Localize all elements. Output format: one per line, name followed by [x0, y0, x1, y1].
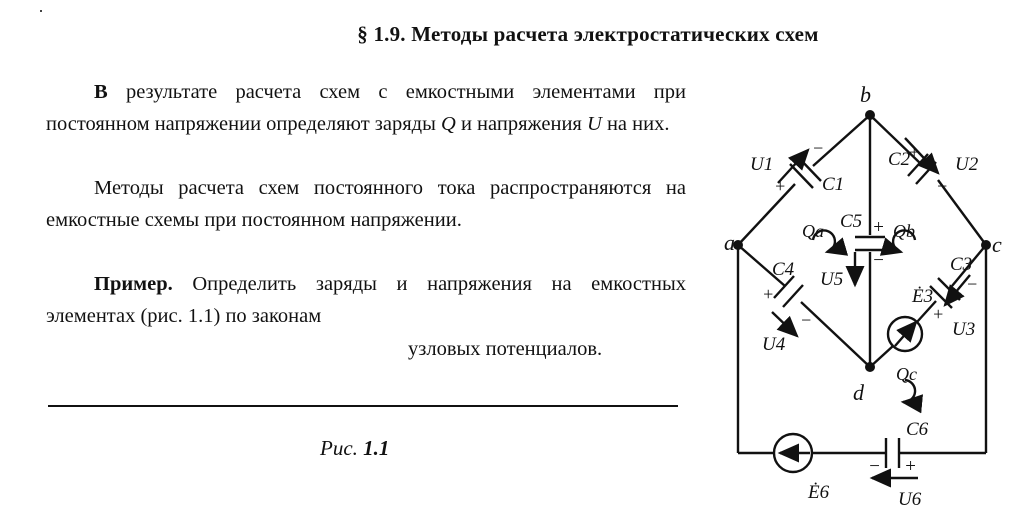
u2-label: U2 [955, 154, 979, 175]
paragraph-3-text: Определить заряды и напряжения на емкостных элементах (рис. 1.1) по законам [46, 273, 686, 327]
c5-plus: + [872, 217, 885, 238]
paragraph-3-lead: Пример. [94, 273, 173, 295]
c1-label: C1 [822, 174, 845, 195]
c1-minus: − [812, 138, 825, 158]
node-c-dot [981, 240, 991, 250]
e3-label: Ė3 [912, 286, 934, 307]
c3-minus: − [966, 274, 979, 294]
figure-caption-number: 1.1 [363, 436, 390, 460]
c6-minus: − [868, 456, 881, 477]
c4-minus: − [800, 310, 813, 330]
paragraph-1-text: результате расчета схем с емкостными элементами при постоянном напряжении определяют заряды [46, 81, 686, 135]
c6-label: C6 [906, 419, 929, 440]
c4-plus: + [762, 284, 775, 304]
scan-speck [40, 10, 42, 12]
c6-plus: + [904, 456, 917, 477]
c3-plus: + [932, 304, 945, 324]
loop-qb-label: Qb [893, 221, 915, 241]
section-heading [0, 22, 1026, 47]
node-b-label: b [860, 82, 871, 107]
u3-label: U3 [952, 319, 976, 340]
paragraph-1-q: Q [441, 113, 456, 135]
horizontal-rule [48, 405, 678, 407]
c3-label: C3 [950, 254, 973, 275]
circuit-diagram [700, 80, 1010, 515]
node-d-dot [865, 362, 875, 372]
paragraph-3 [46, 268, 686, 332]
u6-label: U6 [898, 489, 922, 510]
c2-label: C2 [888, 149, 911, 170]
paragraph-2: Методы расчета схем постоянного тока распространяются на емкостные схемы при постоянном напряжении. [46, 177, 686, 231]
c1-plus: + [774, 176, 787, 196]
c4-label: C4 [772, 259, 795, 280]
u5-label: U5 [820, 269, 844, 290]
figure-caption-prefix: Рис. [320, 436, 358, 460]
paragraph-3-tail: узловых потенциалов. [408, 338, 603, 360]
paragraph-1 [46, 76, 686, 140]
node-d-label: d [853, 380, 864, 405]
paragraph-1-end: на них. [601, 113, 670, 135]
section-heading-text: § 1.9. Методы расчета электростатических схем [357, 22, 819, 46]
source-e3-arrow [895, 322, 916, 346]
u1-label: U1 [750, 154, 774, 175]
figure-caption [320, 436, 389, 461]
loop-qa-label: Qa [802, 221, 824, 241]
paragraph-1-mid: и напряжения [455, 113, 587, 135]
c4-plate-2 [783, 285, 803, 307]
wire-a-c1 [738, 184, 795, 245]
node-c-label: c [992, 232, 1002, 257]
loop-qc-label: Qc [896, 364, 917, 384]
c5-minus: − [872, 250, 885, 271]
e6-label: Ė6 [808, 482, 830, 503]
node-a-label: a [724, 230, 735, 255]
node-b-dot [865, 110, 875, 120]
u4-arrow [772, 312, 797, 336]
c2-minus: − [936, 176, 949, 196]
u4-label: U4 [762, 334, 786, 355]
c5-label: C5 [840, 211, 863, 232]
c2-plus: + [908, 142, 921, 162]
paragraph-1-u: U [587, 113, 602, 135]
paragraph-1-lead: В [94, 81, 108, 103]
